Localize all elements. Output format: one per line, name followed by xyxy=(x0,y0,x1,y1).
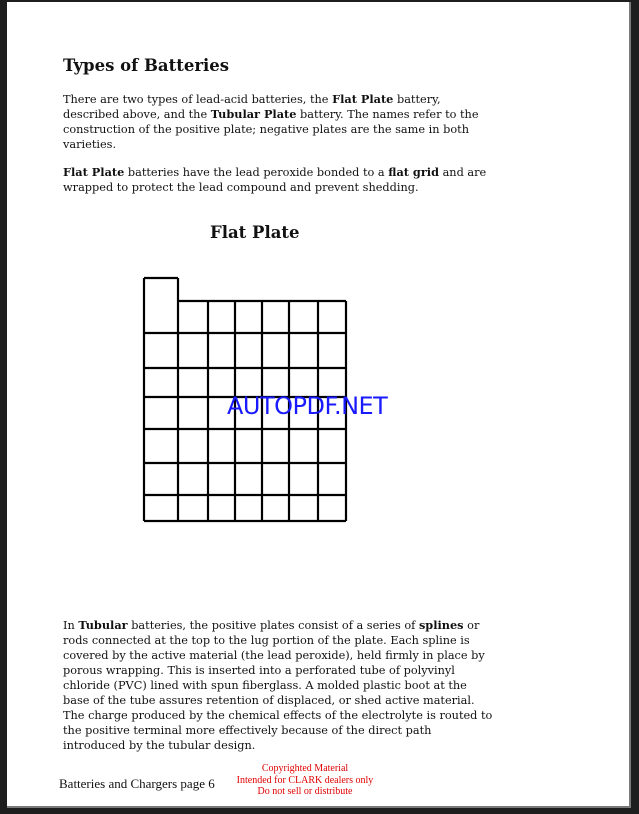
text-run: battery. The names refer to the xyxy=(296,108,479,121)
text-run: described above, and the xyxy=(63,108,211,121)
text-line xyxy=(63,708,492,723)
text-line xyxy=(63,723,492,738)
bold-term: Flat Plate xyxy=(63,165,125,179)
bold-term: Flat Plate xyxy=(332,92,394,106)
text-run: construction of the positive plate; negative plates are the same in both xyxy=(63,123,469,136)
text-run: rods connected at the top to the lug portion of the plate. Each spline is xyxy=(63,634,470,647)
page-footer-label: Batteries and Chargers page 6 xyxy=(59,776,215,791)
text-run: introduced by the tubular design. xyxy=(63,739,256,752)
text-run: battery, xyxy=(393,93,441,106)
text-line xyxy=(63,738,492,753)
text-run: the positive terminal more effectively because of the direct path xyxy=(63,724,432,737)
section-title: Types of Batteries xyxy=(63,56,230,75)
text-run: base of the tube assures retention of displaced, or shed active material. xyxy=(63,694,475,707)
text-run: or xyxy=(463,619,480,632)
notice-line: Do not sell or distribute xyxy=(257,786,353,797)
tubular-paragraph xyxy=(63,618,492,753)
watermark: AUTOPDF.NET xyxy=(227,392,388,420)
text-run: chloride (PVC) lined with spun fiberglass. A molded plastic boot at the xyxy=(63,679,467,692)
bold-term: Tubular Plate xyxy=(210,107,297,121)
text-run: batteries, the positive plates consist of a series of xyxy=(127,619,419,632)
bold-term: flat grid xyxy=(388,165,439,179)
text-run: covered by the active material (the lead peroxide), held firmly in place by xyxy=(63,649,485,662)
text-run: batteries have the lead peroxide bonded to a xyxy=(124,166,389,179)
text-run: and are xyxy=(438,166,487,179)
text-line xyxy=(63,693,492,708)
text-run: There are two types of lead-acid batteries, the xyxy=(63,93,333,106)
text-run: varieties. xyxy=(63,138,117,151)
text-run: In xyxy=(63,619,79,632)
notice-line: Intended for CLARK dealers only xyxy=(236,774,374,786)
bold-term: Tubular xyxy=(78,618,128,632)
text-line xyxy=(63,618,492,633)
copyright-notice xyxy=(235,763,375,798)
text-line xyxy=(63,663,492,678)
text-line xyxy=(63,633,492,648)
text-run: porous wrapping. This is inserted into a perforated tube of polyvinyl xyxy=(63,664,455,677)
document-page xyxy=(7,2,631,808)
text-line xyxy=(63,678,492,693)
figure-title: Flat Plate xyxy=(210,223,300,242)
notice-line: Copyrighted Material xyxy=(261,763,349,774)
text-run: The charge produced by the chemical effects of the electrolyte is routed to xyxy=(63,709,493,722)
text-run: wrapped to protect the lead compound and prevent shedding. xyxy=(63,181,419,194)
text-line xyxy=(63,648,492,663)
bold-term: splines xyxy=(418,618,464,632)
